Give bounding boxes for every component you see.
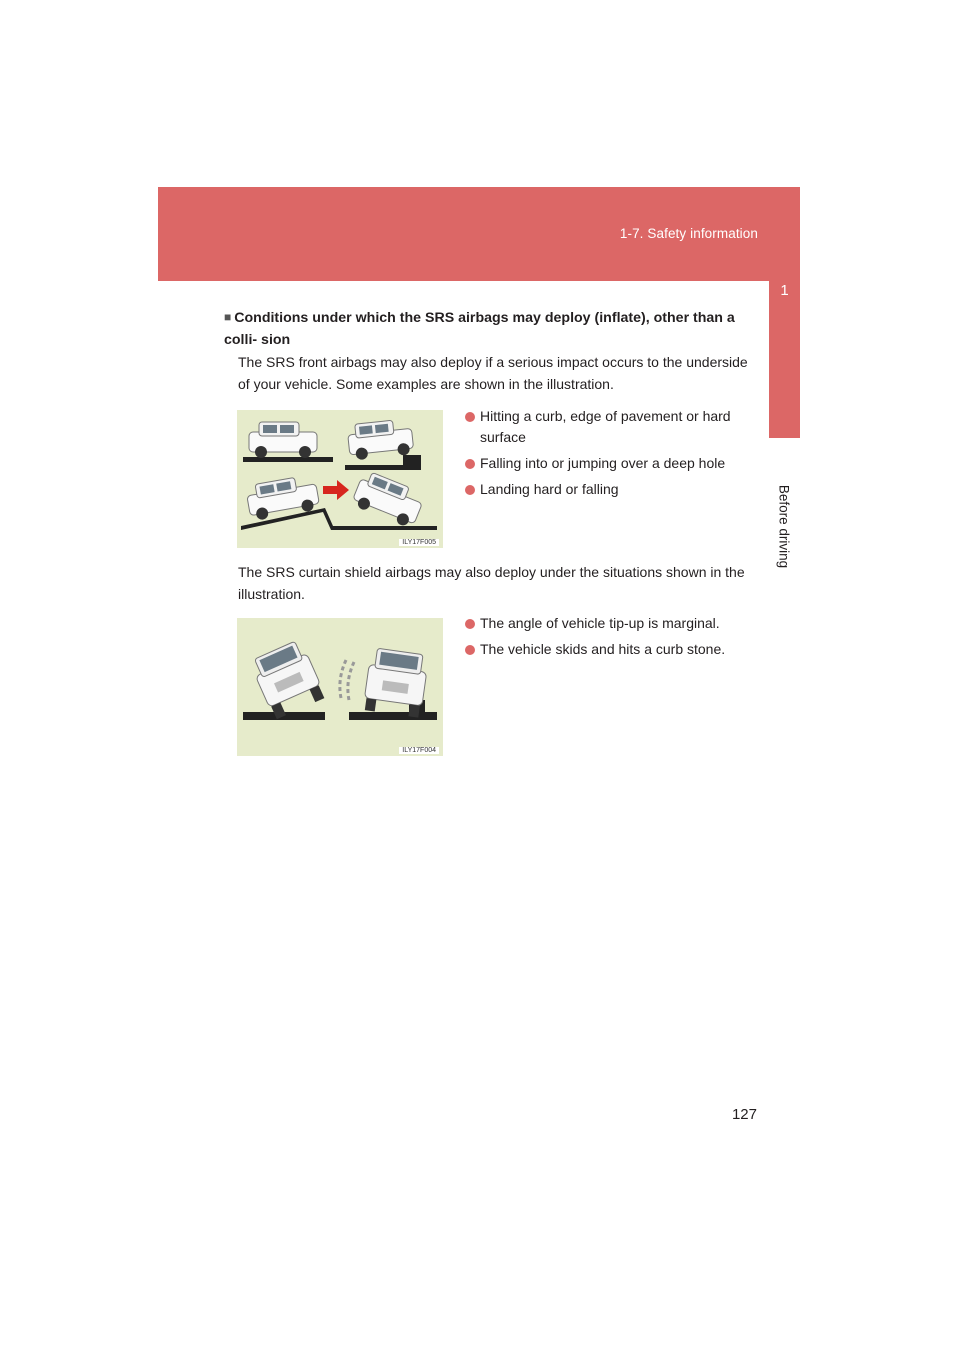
list-item: Falling into or jumping over a deep hole bbox=[465, 453, 757, 474]
section-heading bbox=[224, 306, 754, 351]
figure-rollover-situations bbox=[237, 618, 443, 756]
section-title: 1-7. Safety information bbox=[619, 226, 758, 241]
chapter-label-text: Before driving bbox=[776, 484, 792, 569]
page-number: 127 bbox=[731, 1106, 757, 1123]
underside-impact-illustration bbox=[237, 410, 443, 548]
figure-code: ILY17F005 bbox=[399, 539, 439, 546]
figure2-bullet-list bbox=[465, 613, 757, 665]
chapter-tab bbox=[769, 187, 800, 438]
bullet-icon bbox=[465, 645, 475, 655]
header-band bbox=[158, 187, 800, 281]
bullet-icon bbox=[465, 619, 475, 629]
chapter-number: 1 bbox=[780, 282, 789, 299]
list-item: The vehicle skids and hits a curb stone. bbox=[465, 639, 757, 660]
figure-code: ILY17F004 bbox=[399, 747, 439, 754]
figure1-bullet-list bbox=[465, 406, 757, 505]
intro-curtain-airbags: The SRS curtain shield airbags may also deploy under the situations shown in the illustration. bbox=[238, 564, 745, 602]
heading-text: Conditions under which the SRS airbags may deploy (inflate), other than a colli- sion bbox=[224, 310, 735, 348]
rollover-illustration bbox=[237, 618, 443, 756]
figure-underside-impact bbox=[237, 410, 443, 548]
list-item: The angle of vehicle tip-up is marginal. bbox=[465, 613, 757, 634]
bullet-icon bbox=[465, 485, 475, 495]
heading-marker-icon: ■ bbox=[224, 310, 232, 324]
list-item: Landing hard or falling bbox=[465, 479, 757, 500]
bullet-icon bbox=[465, 459, 475, 469]
list-item: Hitting a curb, edge of pavement or hard surface bbox=[465, 406, 757, 448]
intro-front-airbags: The SRS front airbags may also deploy if a serious impact occurs to the underside of your vehicle. Some examples are shown in the illustration. bbox=[238, 354, 748, 392]
bullet-icon bbox=[465, 412, 475, 422]
